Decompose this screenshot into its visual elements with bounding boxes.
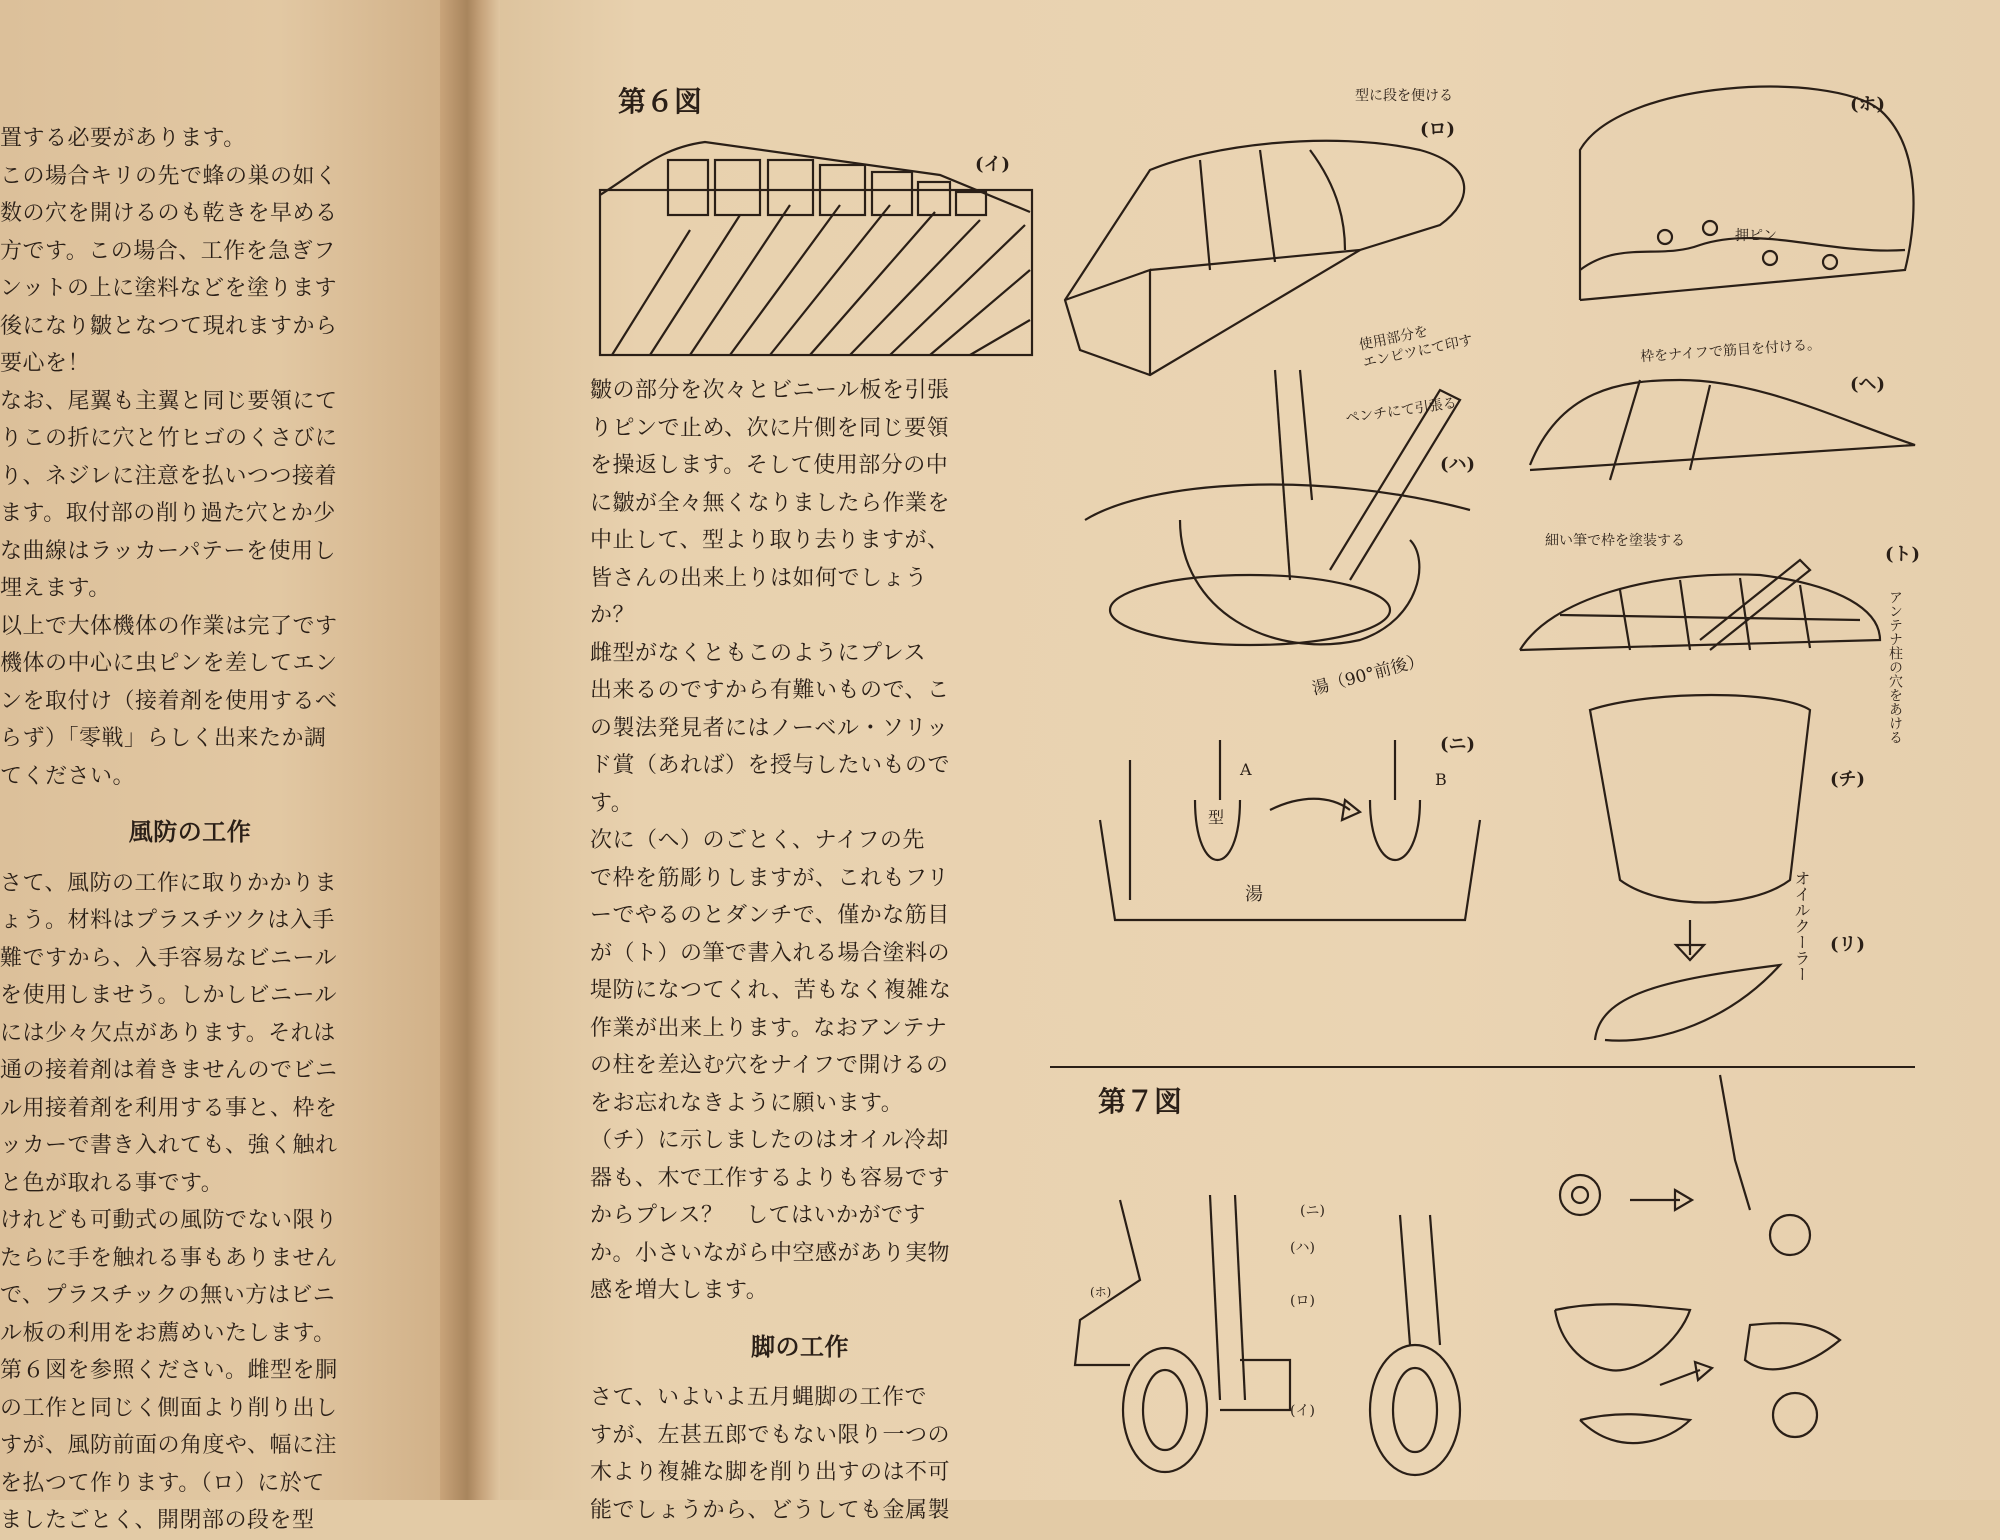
note-knife: 枠をナイフで筋目を付ける。 — [1639, 336, 1822, 366]
left-text-line: 第６図を参照ください。雌型を胴 — [0, 1358, 338, 1383]
note-pencil: 使用部分を エンピツにて印す — [1357, 323, 1475, 372]
left-text-line: な曲線はラッカーパテーを使用し — [0, 538, 336, 564]
middle-text-line: を操返します。そして使用部分の中 — [590, 453, 949, 478]
note-antenna: アンテナ柱の穴をあける — [1887, 590, 1903, 744]
left-text-line: で、プラスチックの無い方はビニ — [0, 1283, 336, 1308]
figure-7-landing-gear — [1075, 1075, 1840, 1475]
label-a: A — [1240, 760, 1252, 779]
middle-text-line: 次に（ヘ）のごとく、ナイフの先 — [590, 828, 925, 853]
middle-text-line: からプレス？ してはいかがです — [590, 1203, 926, 1228]
middle-text-line: （チ）に示しましたのはオイル冷却 — [590, 1128, 949, 1153]
middle-text-line: ド賞（あれば）を授与したいもので — [590, 753, 951, 778]
middle-text-line: 皆さんの出来上りは如何でしょう — [590, 565, 928, 591]
left-text-line: 埋えます。 — [0, 576, 111, 601]
middle-text-line: か？ — [590, 603, 636, 628]
left-text-line: 後になり皺となつて現れますから — [0, 313, 338, 339]
left-text-line: を使用しませう。しかしビニール — [0, 983, 338, 1008]
middle-text-line: をお忘れなきように願います。 — [590, 1090, 904, 1116]
left-text-line: ッカーで書き入れても、強く触れ — [0, 1133, 338, 1158]
label-i: (イ) — [975, 154, 1011, 175]
left-text-line: さて、風防の工作に取りかかりま — [0, 870, 338, 896]
figure-ho-pinned-canopy — [1580, 87, 1914, 300]
label-ho: (ホ) — [1850, 94, 1886, 115]
leg-label-i: (イ) — [1290, 1403, 1315, 1419]
middle-text-line: さて、いよいよ五月蝿脚の工作で — [590, 1385, 928, 1410]
label-kata: 型 — [1208, 808, 1225, 827]
left-text-line: けれども可動式の風防でない限り — [0, 1208, 338, 1233]
middle-text-line: 感を増大します。 — [590, 1278, 769, 1303]
figure-7-label: 第７図 — [1098, 1085, 1183, 1118]
left-text-line: らず）「零戦」らしく出来たか調 — [0, 726, 327, 751]
middle-text-line: 能でしょうから、どうしても金属製 — [590, 1497, 951, 1523]
left-text-line: この場合キリの先で蜂の巣の如く — [0, 163, 338, 189]
left-text-line: の工作と同じく側面より削り出し — [0, 1395, 338, 1421]
left-text-line: 以上で大体機体の作業は完了です — [0, 613, 338, 639]
middle-text-line: が（ト）の筆で書入れる場合塗料の — [590, 940, 951, 966]
label-ha: (ハ) — [1440, 454, 1476, 475]
left-text-line: ましたごとく、開閉部の段を型 — [0, 1508, 315, 1533]
left-text-line: り、ネジレに注意を払いつつ接着 — [0, 463, 337, 489]
middle-text-line: 皺の部分を次々とビニール板を引張 — [590, 378, 950, 403]
left-text-line: なお、尾翼も主翼と同じ要領にて — [0, 388, 338, 414]
left-text-line: 数の穴を開けるのも乾きを早める — [0, 201, 338, 226]
middle-text-line: りピンで止め、次に片側を同じ要領 — [590, 415, 950, 441]
middle-text-line: 中止して、型より取り去りますが、 — [590, 528, 950, 553]
windshield-heading: 風防の工作 — [128, 817, 252, 846]
landing-gear-heading: 脚の工作 — [751, 1331, 849, 1361]
left-text-line: には少々欠点があります。それは — [0, 1020, 336, 1046]
label-he: (ヘ) — [1850, 374, 1886, 395]
middle-text-line: で枠を筋彫りしますが、これもフリ — [590, 865, 950, 891]
label-yu: 湯 — [1245, 884, 1263, 905]
figure-i-mold — [600, 142, 1032, 355]
leg-label-ha: (ハ) — [1290, 1240, 1315, 1256]
middle-text-line: に皺が全々無くなりましたら作業を — [590, 490, 951, 516]
left-text-line: ょう。材料はプラスチツクは入手 — [0, 908, 335, 933]
left-text-line: りこの折に穴と竹ヒゴのくさびに — [0, 426, 338, 451]
note-water: 湯（90°前後） — [1310, 650, 1427, 700]
left-text-line: と色が取れる事です。 — [0, 1170, 224, 1196]
label-to: (ト) — [1885, 544, 1921, 565]
middle-text-line: の柱を差込む穴をナイフで開けるの — [590, 1053, 949, 1078]
middle-text-line: の製法発見者にはノーベル・ソリッ — [590, 715, 949, 741]
middle-text-line: ーでやるのとダンチで、僅かな筋目 — [590, 903, 950, 928]
middle-text-line: 器も、木で工作するよりも容易です — [590, 1165, 951, 1191]
leg-label-ro: (ロ) — [1290, 1293, 1315, 1309]
middle-text-line: す。 — [590, 790, 634, 816]
label-ri: (リ) — [1830, 934, 1866, 955]
left-text-line: 難ですから、入手容易なビニール — [0, 945, 338, 971]
leg-label-ho: (ホ) — [1090, 1285, 1112, 1299]
left-text-line: ル板の利用をお薦めいたします。 — [0, 1320, 336, 1346]
label-ni: (ニ) — [1440, 734, 1476, 755]
left-text-line: 置する必要があります。 — [0, 126, 246, 151]
label-chi: (チ) — [1830, 769, 1866, 790]
left-text-line: ンを取付け（接着剤を使用するべ — [0, 688, 338, 714]
figure-divider — [1050, 1066, 1915, 1068]
note-oil-cooler: オイルクーラー — [1792, 870, 1811, 982]
middle-text-line: 木より複雑な脚を削り出すのは不可 — [590, 1460, 951, 1485]
note-pliers: ペンチにて引張る — [1344, 395, 1458, 427]
middle-text-line: すが、左甚五郎でもない限り一つの — [590, 1422, 951, 1448]
figure-to-painting-frame — [1520, 560, 1880, 650]
left-text-line: 要心を！ — [0, 351, 91, 376]
note-step: 型に段を便ける — [1355, 88, 1453, 104]
figure-6-label: 第６図 — [618, 85, 703, 118]
figure-ni-water-bath — [1100, 740, 1480, 920]
note-brush: 細い筆で枠を塗装する — [1545, 533, 1685, 549]
left-text-line: たらに手を触れる事もありません — [0, 1245, 338, 1271]
label-ro: (ロ) — [1420, 119, 1456, 140]
middle-text-line: 堤防になつてくれ、苦もなく複雑な — [590, 978, 952, 1003]
left-text-line: すが、風防前面の角度や、幅に注 — [0, 1433, 338, 1458]
left-text-line: を払つて作ります。（ロ）に於て — [0, 1470, 325, 1496]
left-text-line: 通の接着剤は着きませんのでビニ — [0, 1058, 338, 1083]
middle-text-line: 作業が出来上ります。なおアンテナ — [590, 1015, 948, 1041]
label-b: B — [1435, 770, 1447, 789]
left-text-line: 方です。この場合、工作を急ぎフ — [0, 238, 336, 264]
middle-text-line: 雌型がなくともこのようにプレス — [590, 640, 926, 666]
left-text-line: 機体の中心に虫ピンを差してエン — [0, 651, 338, 676]
leg-label-ni: (ニ) — [1300, 1203, 1325, 1219]
middle-text-line: か。小さいながら中空感があり実物 — [590, 1240, 951, 1266]
left-text-line: てください。 — [0, 763, 136, 789]
left-text-line: ンットの上に塗料などを塗ります — [0, 276, 338, 301]
note-pin: 押ピン — [1735, 228, 1777, 244]
left-text-line: ます。取付部の削り過た穴とか少 — [0, 501, 336, 526]
left-text-line: ル用接着剤を利用する事と、枠を — [0, 1095, 338, 1121]
figure-chi-oil-cooler — [1590, 695, 1810, 1041]
middle-text-line: 出来るのですから有難いもので、こ — [590, 678, 950, 703]
